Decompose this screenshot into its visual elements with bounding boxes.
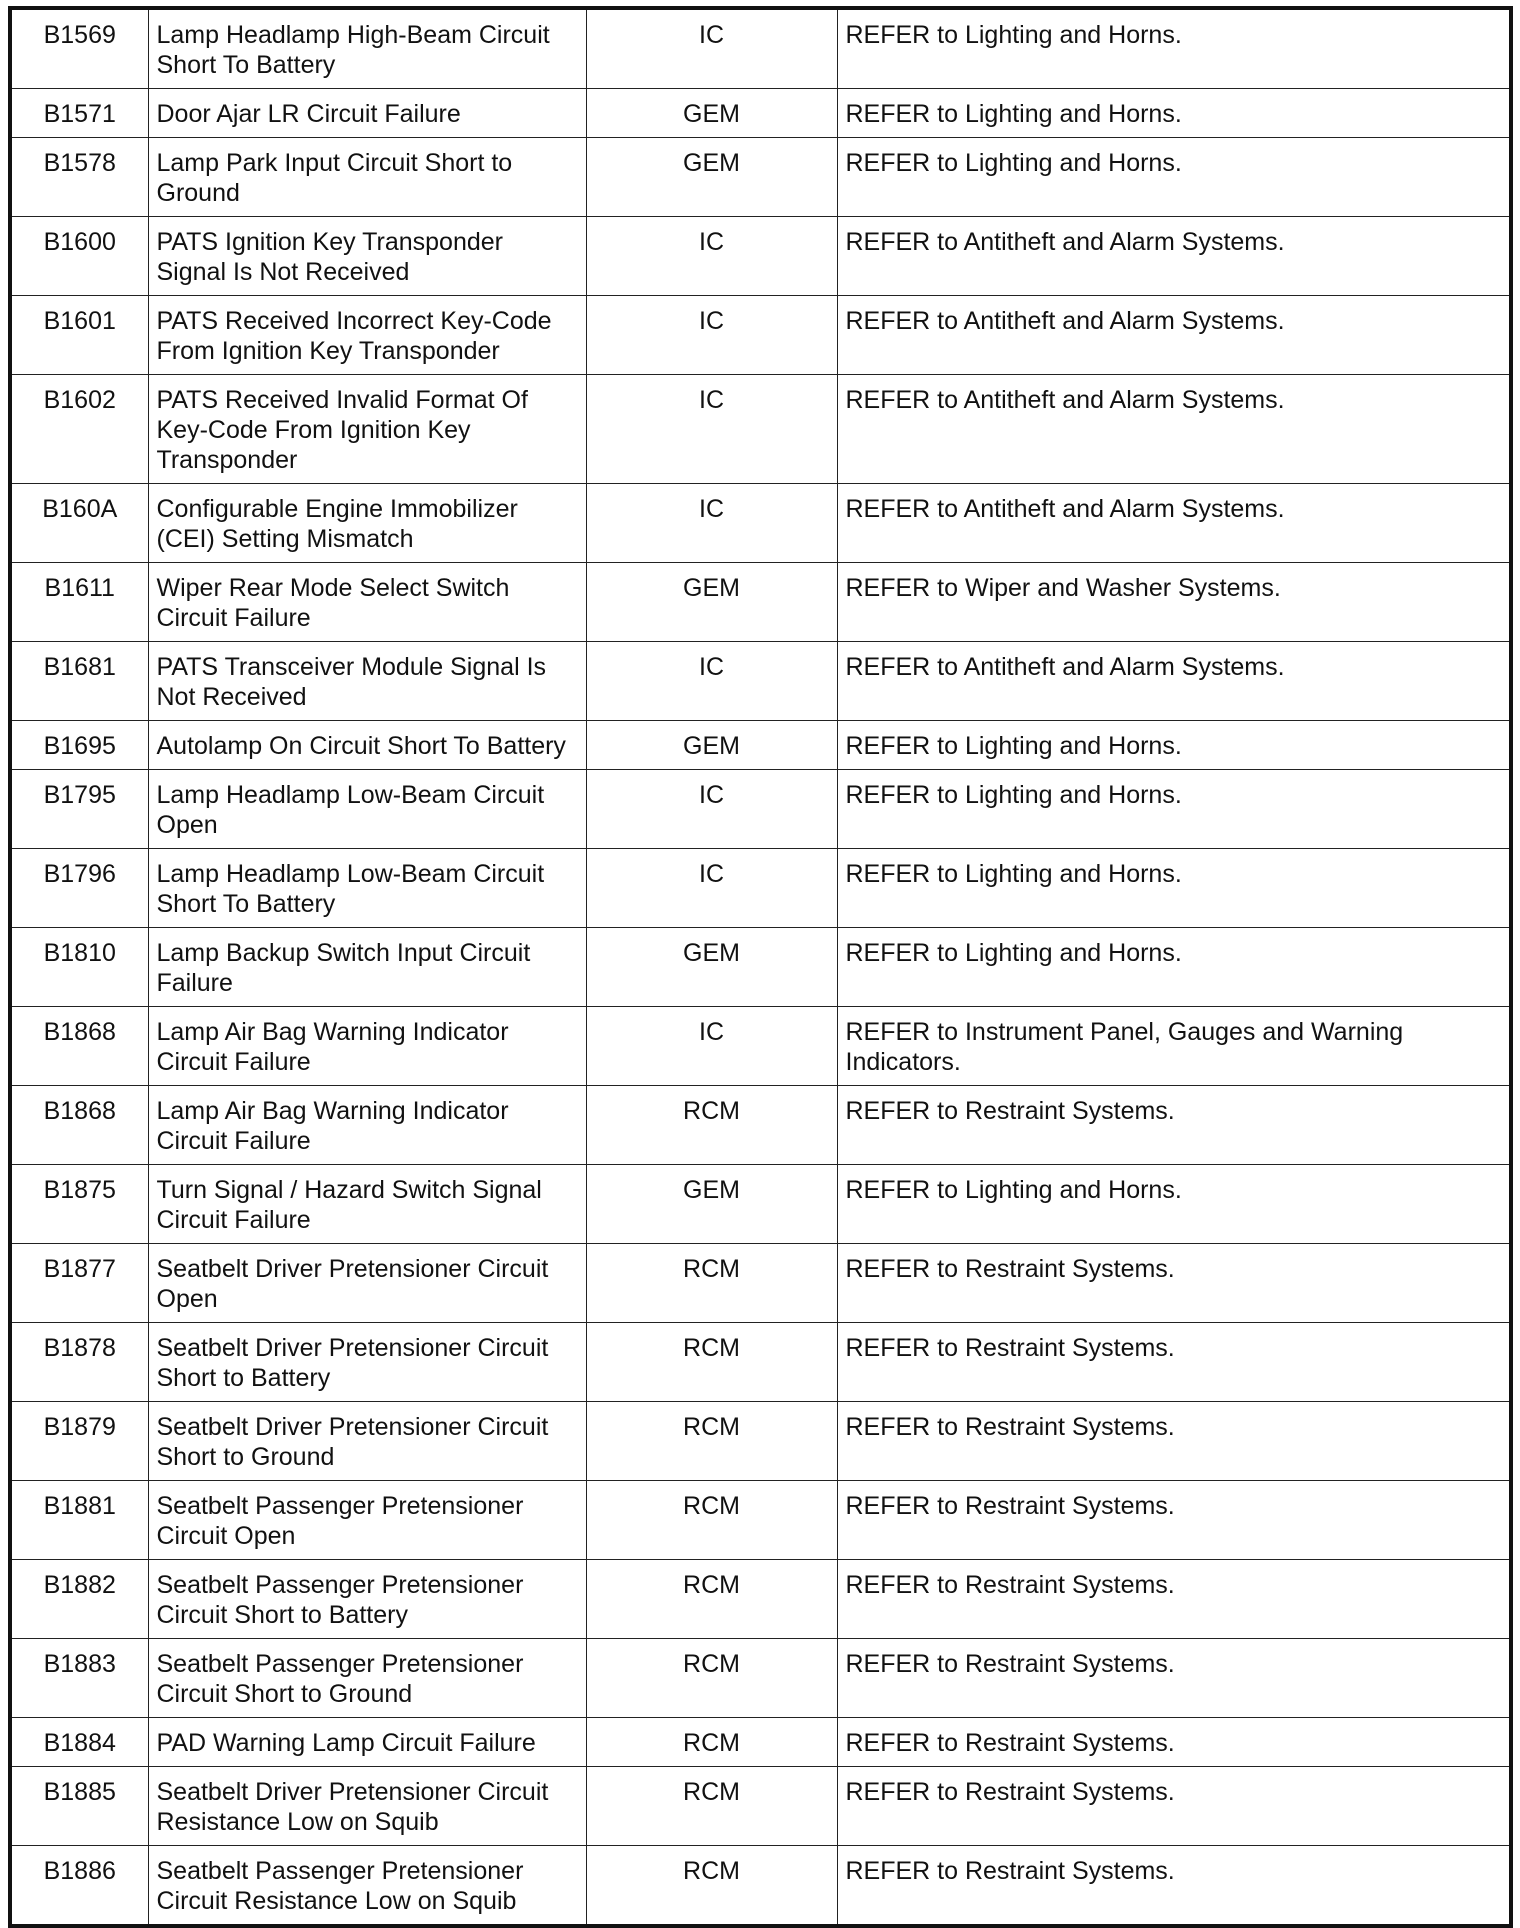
dtc-description: Lamp Headlamp Low-Beam Circuit Short To Battery — [148, 849, 586, 928]
table-row — [10, 1767, 1511, 1846]
dtc-code: B1884 — [10, 1718, 148, 1767]
dtc-code: B1578 — [10, 138, 148, 217]
dtc-code: B1868 — [10, 1086, 148, 1165]
table-row — [10, 849, 1511, 928]
table-row — [10, 642, 1511, 721]
dtc-module: IC — [586, 1007, 837, 1086]
table-row — [10, 1165, 1511, 1244]
dtc-module: GEM — [586, 89, 837, 138]
dtc-code: B1878 — [10, 1323, 148, 1402]
dtc-description: Lamp Backup Switch Input Circuit Failure — [148, 928, 586, 1007]
dtc-description: Wiper Rear Mode Select Switch Circuit Failure — [148, 563, 586, 642]
table-row — [10, 89, 1511, 138]
dtc-module: RCM — [586, 1244, 837, 1323]
dtc-action: REFER to Antitheft and Alarm Systems. — [837, 217, 1511, 296]
dtc-action: REFER to Restraint Systems. — [837, 1639, 1511, 1718]
dtc-description: Seatbelt Passenger Pretensioner Circuit Resistance Low on Squib — [148, 1846, 586, 1927]
dtc-description: Seatbelt Driver Pretensioner Circuit Short to Battery — [148, 1323, 586, 1402]
dtc-module: IC — [586, 642, 837, 721]
table-row — [10, 296, 1511, 375]
table-row — [10, 721, 1511, 770]
dtc-description: Autolamp On Circuit Short To Battery — [148, 721, 586, 770]
table-row — [10, 1481, 1511, 1560]
table-row — [10, 484, 1511, 563]
dtc-code: B1695 — [10, 721, 148, 770]
dtc-action: REFER to Lighting and Horns. — [837, 721, 1511, 770]
dtc-description: Seatbelt Driver Pretensioner Circuit Resistance Low on Squib — [148, 1767, 586, 1846]
dtc-action: REFER to Antitheft and Alarm Systems. — [837, 296, 1511, 375]
dtc-description: PATS Received Incorrect Key-Code From Ignition Key Transponder — [148, 296, 586, 375]
dtc-action: REFER to Restraint Systems. — [837, 1718, 1511, 1767]
dtc-description: PATS Ignition Key Transponder Signal Is Not Received — [148, 217, 586, 296]
dtc-action: REFER to Restraint Systems. — [837, 1086, 1511, 1165]
table-row — [10, 1007, 1511, 1086]
dtc-code: B1877 — [10, 1244, 148, 1323]
dtc-description: Lamp Air Bag Warning Indicator Circuit Failure — [148, 1086, 586, 1165]
dtc-code: B1810 — [10, 928, 148, 1007]
table-row — [10, 138, 1511, 217]
table-row — [10, 1323, 1511, 1402]
dtc-description: Seatbelt Passenger Pretensioner Circuit Short to Battery — [148, 1560, 586, 1639]
dtc-module: RCM — [586, 1086, 837, 1165]
dtc-action: REFER to Restraint Systems. — [837, 1560, 1511, 1639]
dtc-code: B1681 — [10, 642, 148, 721]
dtc-action: REFER to Lighting and Horns. — [837, 8, 1511, 89]
table-row — [10, 770, 1511, 849]
dtc-action: REFER to Instrument Panel, Gauges and Warning Indicators. — [837, 1007, 1511, 1086]
dtc-action: REFER to Restraint Systems. — [837, 1244, 1511, 1323]
dtc-module: RCM — [586, 1481, 837, 1560]
table-row — [10, 928, 1511, 1007]
dtc-code: B1600 — [10, 217, 148, 296]
dtc-action: REFER to Restraint Systems. — [837, 1846, 1511, 1927]
dtc-module: GEM — [586, 138, 837, 217]
dtc-action: REFER to Restraint Systems. — [837, 1481, 1511, 1560]
dtc-action: REFER to Lighting and Horns. — [837, 138, 1511, 217]
dtc-code: B160A — [10, 484, 148, 563]
dtc-code: B1602 — [10, 375, 148, 484]
dtc-action: REFER to Restraint Systems. — [837, 1402, 1511, 1481]
dtc-module: IC — [586, 484, 837, 563]
dtc-description: Lamp Air Bag Warning Indicator Circuit Failure — [148, 1007, 586, 1086]
dtc-action: REFER to Restraint Systems. — [837, 1767, 1511, 1846]
dtc-module: IC — [586, 296, 837, 375]
dtc-action: REFER to Lighting and Horns. — [837, 849, 1511, 928]
dtc-module: IC — [586, 770, 837, 849]
table-row — [10, 563, 1511, 642]
table-row — [10, 1846, 1511, 1927]
dtc-description: Door Ajar LR Circuit Failure — [148, 89, 586, 138]
dtc-code: B1868 — [10, 1007, 148, 1086]
dtc-description: PATS Transceiver Module Signal Is Not Received — [148, 642, 586, 721]
dtc-code: B1883 — [10, 1639, 148, 1718]
dtc-description: Seatbelt Passenger Pretensioner Circuit Short to Ground — [148, 1639, 586, 1718]
dtc-module: RCM — [586, 1718, 837, 1767]
dtc-description: PATS Received Invalid Format Of Key-Code From Ignition Key Transponder — [148, 375, 586, 484]
dtc-description: Seatbelt Driver Pretensioner Circuit Short to Ground — [148, 1402, 586, 1481]
table-row — [10, 1402, 1511, 1481]
dtc-module: RCM — [586, 1639, 837, 1718]
table-row — [10, 1086, 1511, 1165]
dtc-table — [8, 6, 1513, 1928]
dtc-code: B1795 — [10, 770, 148, 849]
dtc-code: B1569 — [10, 8, 148, 89]
dtc-code: B1611 — [10, 563, 148, 642]
dtc-code: B1875 — [10, 1165, 148, 1244]
dtc-module: IC — [586, 8, 837, 89]
dtc-code: B1601 — [10, 296, 148, 375]
dtc-module: RCM — [586, 1767, 837, 1846]
table-row — [10, 1639, 1511, 1718]
dtc-description: Seatbelt Driver Pretensioner Circuit Open — [148, 1244, 586, 1323]
dtc-description: Turn Signal / Hazard Switch Signal Circuit Failure — [148, 1165, 586, 1244]
dtc-table-container — [8, 6, 1513, 1928]
table-row — [10, 1244, 1511, 1323]
dtc-module: RCM — [586, 1323, 837, 1402]
table-row — [10, 217, 1511, 296]
dtc-action: REFER to Wiper and Washer Systems. — [837, 563, 1511, 642]
table-row — [10, 1718, 1511, 1767]
dtc-module: RCM — [586, 1846, 837, 1927]
dtc-module: GEM — [586, 721, 837, 770]
dtc-code: B1796 — [10, 849, 148, 928]
dtc-code: B1886 — [10, 1846, 148, 1927]
dtc-description: Configurable Engine Immobilizer (CEI) Setting Mismatch — [148, 484, 586, 563]
dtc-action: REFER to Lighting and Horns. — [837, 770, 1511, 849]
dtc-description: Lamp Park Input Circuit Short to Ground — [148, 138, 586, 217]
dtc-action: REFER to Antitheft and Alarm Systems. — [837, 642, 1511, 721]
dtc-code: B1879 — [10, 1402, 148, 1481]
dtc-description: Seatbelt Passenger Pretensioner Circuit Open — [148, 1481, 586, 1560]
dtc-code: B1885 — [10, 1767, 148, 1846]
dtc-description: Lamp Headlamp High-Beam Circuit Short To Battery — [148, 8, 586, 89]
table-row — [10, 8, 1511, 89]
dtc-description: PAD Warning Lamp Circuit Failure — [148, 1718, 586, 1767]
dtc-description: Lamp Headlamp Low-Beam Circuit Open — [148, 770, 586, 849]
table-row — [10, 1560, 1511, 1639]
dtc-module: RCM — [586, 1560, 837, 1639]
dtc-action: REFER to Lighting and Horns. — [837, 1165, 1511, 1244]
dtc-action: REFER to Antitheft and Alarm Systems. — [837, 375, 1511, 484]
dtc-action: REFER to Antitheft and Alarm Systems. — [837, 484, 1511, 563]
dtc-module: IC — [586, 217, 837, 296]
dtc-code: B1882 — [10, 1560, 148, 1639]
table-row — [10, 375, 1511, 484]
dtc-module: IC — [586, 849, 837, 928]
dtc-code: B1571 — [10, 89, 148, 138]
dtc-action: REFER to Lighting and Horns. — [837, 928, 1511, 1007]
dtc-table-body — [10, 8, 1511, 1926]
dtc-module: IC — [586, 375, 837, 484]
dtc-module: GEM — [586, 563, 837, 642]
dtc-module: GEM — [586, 928, 837, 1007]
dtc-module: GEM — [586, 1165, 837, 1244]
dtc-code: B1881 — [10, 1481, 148, 1560]
dtc-module: RCM — [586, 1402, 837, 1481]
dtc-action: REFER to Restraint Systems. — [837, 1323, 1511, 1402]
dtc-action: REFER to Lighting and Horns. — [837, 89, 1511, 138]
